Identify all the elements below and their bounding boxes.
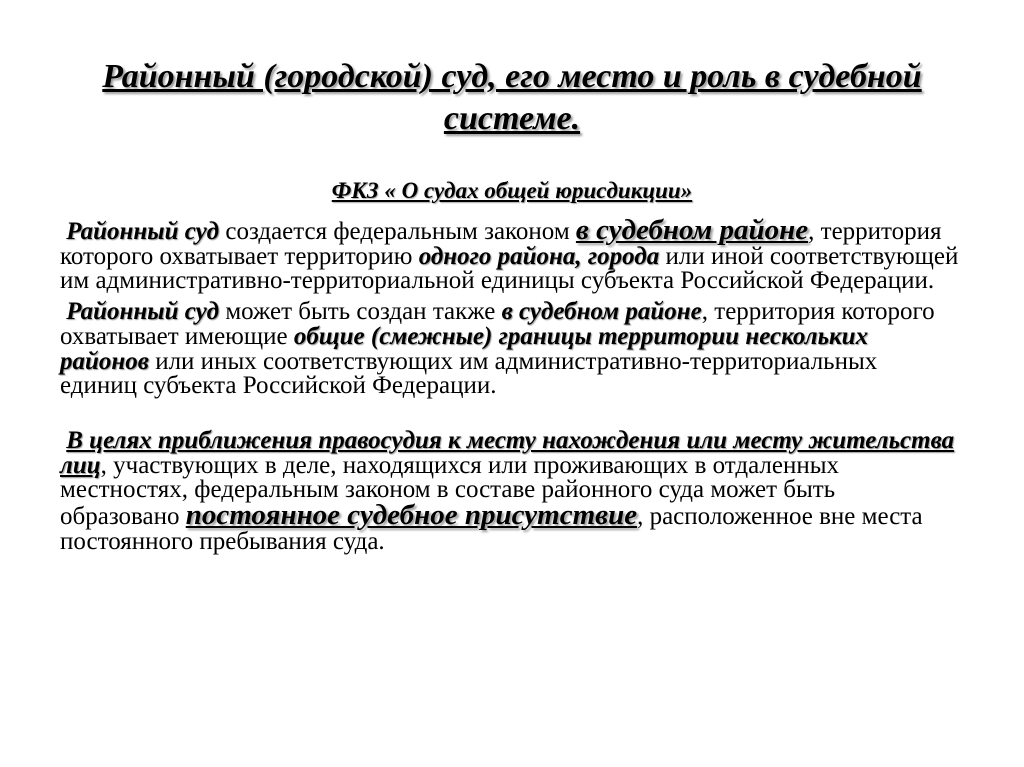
slide-body <box>60 214 960 560</box>
paragraph-2 <box>60 300 960 399</box>
emphasis: Районный суд <box>66 218 220 245</box>
emphasis: Районный суд <box>66 298 220 326</box>
text: создается федеральным законом <box>219 218 576 245</box>
emphasis: общие (смежные) границы территории нескольких районов <box>60 322 869 375</box>
paragraph-3 <box>60 426 960 555</box>
emphasis-underlined: в судебном районе <box>575 214 809 246</box>
text: , расположенное вне места постоянного пребывания суда. <box>60 503 923 555</box>
emphasis-underlined: В целях приближения правосудия к месту нахождения или месту жительства лиц <box>60 426 955 479</box>
emphasis-underlined: постоянное судебное присутствие <box>185 499 638 532</box>
emphasis: в судебном районе <box>501 298 702 326</box>
text: может быть создан также <box>219 298 502 326</box>
text: , территория которого охватывает территорию <box>60 218 942 270</box>
law-subtitle: ФКЗ « О судах общей юрисдикции» <box>331 178 693 203</box>
text: , участвующих в деле, находящихся или проживающих в отдаленных местностях, федеральным законом в составе районного суда может быть образовано <box>60 451 840 531</box>
text: или иных соответствующих им административно-территориальных единиц субъекта Российской Федерации. <box>60 347 878 400</box>
emphasis: одного района, города <box>418 242 660 270</box>
paragraph-1 <box>60 214 960 295</box>
text: , территория которого охватывает имеющие <box>60 298 935 350</box>
slide-title: Районный (городской) суд, его место и роль в судебной системе. <box>102 58 922 137</box>
text: или иной соответствующей им административно-территориальной единицы субъекта Российской Федерации. <box>60 242 959 295</box>
